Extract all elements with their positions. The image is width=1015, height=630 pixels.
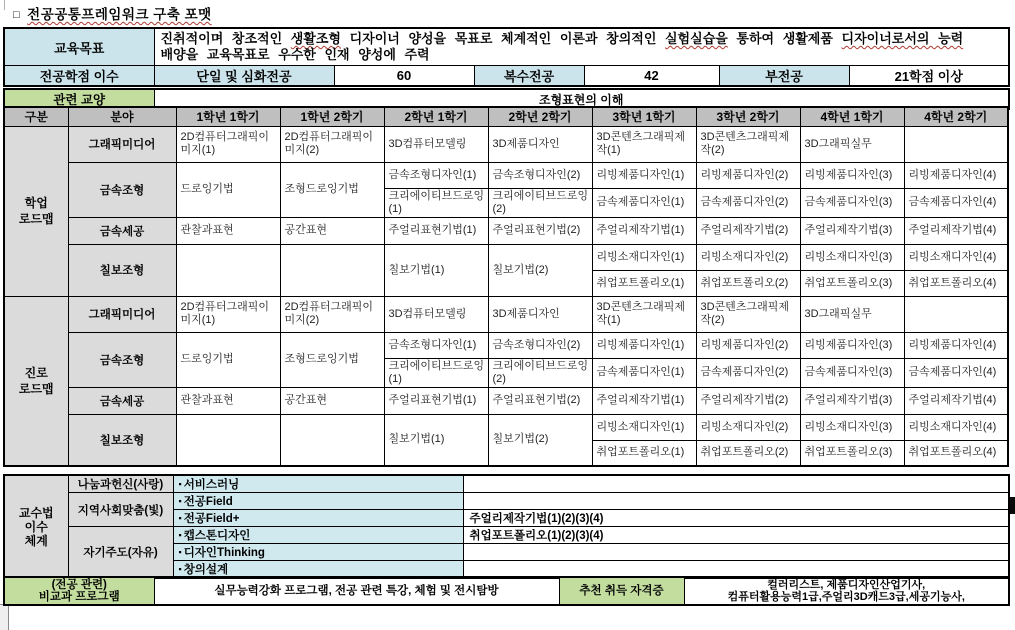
extracurricular-value: 실무능력강화 프로그램, 전공 관련 특강, 체험 및 전시탐방	[154, 577, 559, 605]
method-item	[173, 493, 463, 510]
course-cell	[280, 244, 384, 296]
course-cell: 리빙소재디자인(3)	[800, 414, 904, 440]
page-edge-tick	[4, 0, 5, 10]
course-cell: 리빙소재디자인(1)	[592, 414, 696, 440]
course-cell: 드로잉기법	[176, 162, 280, 217]
method-item-name: 전공Field	[183, 496, 233, 508]
course-cell: 관찰과표현	[176, 387, 280, 414]
course-cell: 크리에이티브드로잉(2)	[488, 188, 592, 217]
column-header: 4학년 1학기	[800, 107, 904, 126]
column-header: 구분	[4, 107, 68, 126]
course-cell: 금속조형디자인(1)	[384, 162, 488, 188]
course-cell: 주얼리제작기법(2)	[696, 387, 800, 414]
category-cell: 금속세공	[68, 387, 176, 414]
credit-type: 단일 및 심화전공	[154, 66, 334, 87]
goal-label: 교육목표	[4, 28, 154, 66]
square-bullet-icon: □	[13, 9, 21, 21]
course-cell: 리빙소재디자인(3)	[800, 244, 904, 270]
objective-segment: 진취적이며 창조적인	[160, 31, 291, 46]
column-header: 2학년 2학기	[488, 107, 592, 126]
column-header: 1학년 1학기	[176, 107, 280, 126]
credit-value: 21학점 이상	[849, 66, 1009, 87]
course-cell: 금속제품디자인(4)	[904, 188, 1008, 217]
course-cell: 금속제품디자인(2)	[696, 188, 800, 217]
course-cell: 취업포트폴리오(4)	[904, 440, 1008, 466]
course-cell: 취업포트폴리오(2)	[696, 270, 800, 296]
course-cell: 크리에이티브드로잉(1)	[384, 358, 488, 387]
course-cell: 3D그래픽실무	[800, 296, 904, 332]
credit-value: 60	[334, 66, 474, 87]
category-cell: 칠보조형	[68, 244, 176, 296]
bottom-programs-table	[3, 576, 1010, 606]
course-cell: 리빙소재디자인(4)	[904, 244, 1008, 270]
course-cell: 3D콘텐츠그래픽제작(1)	[592, 126, 696, 162]
page-title	[13, 3, 212, 23]
course-cell: 조형드로잉기법	[280, 162, 384, 217]
course-cell: 2D컴퓨터그래픽이미지(1)	[176, 296, 280, 332]
category-cell: 금속세공	[68, 217, 176, 244]
course-cell: 3D제품디자인	[488, 126, 592, 162]
course-cell: 리빙제품디자인(3)	[800, 162, 904, 188]
course-cell: 리빙제품디자인(4)	[904, 162, 1008, 188]
method-value: 주얼리제작기법(1)(2)(3)(4)	[463, 510, 1009, 527]
category-cell: 금속조형	[68, 162, 176, 217]
column-header: 1학년 2학기	[280, 107, 384, 126]
category-cell: 칠보조형	[68, 414, 176, 466]
method-item	[173, 510, 463, 527]
course-cell: 주얼리제작기법(3)	[800, 217, 904, 244]
course-cell: 주얼리제작기법(2)	[696, 217, 800, 244]
course-cell: 리빙소재디자인(4)	[904, 414, 1008, 440]
objective-segment: 통하여 생활제품	[727, 31, 842, 46]
course-cell: 리빙제품디자인(1)	[592, 162, 696, 188]
course-cell: 취업포트폴리오(3)	[800, 440, 904, 466]
course-cell: 칠보기법(1)	[384, 414, 488, 466]
method-item	[173, 527, 463, 544]
course-cell: 조형드로잉기법	[280, 332, 384, 387]
course-cell: 금속조형디자인(2)	[488, 162, 592, 188]
column-header: 4학년 2학기	[904, 107, 1008, 126]
course-cell: 3D컴퓨터모델링	[384, 126, 488, 162]
teaching-method-table	[3, 474, 1010, 579]
course-cell: 크리에이티브드로잉(2)	[488, 358, 592, 387]
course-cell	[176, 414, 280, 466]
square-bullet-icon: ▪	[178, 530, 182, 540]
credit-value: 42	[584, 66, 719, 87]
course-cell: 주얼리표현기법(1)	[384, 387, 488, 414]
method-item	[173, 475, 463, 493]
method-category: 지역사회맞춤(빛)	[68, 493, 173, 527]
course-cell: 드로잉기법	[176, 332, 280, 387]
related-liberal-value: 조형표현의 이해	[154, 89, 1009, 109]
course-cell: 주얼리제작기법(1)	[592, 387, 696, 414]
course-cell: 금속제품디자인(3)	[800, 358, 904, 387]
course-cell: 금속제품디자인(1)	[592, 358, 696, 387]
course-cell: 리빙제품디자인(1)	[592, 332, 696, 358]
credit-type: 부전공	[719, 66, 849, 87]
goal-table	[3, 27, 1010, 87]
objective-segment: 배양을 교육목표로 우수한 인재 양성에 주력	[160, 47, 430, 62]
course-cell: 3D콘텐츠그래픽제작(2)	[696, 296, 800, 332]
course-cell: 리빙소재디자인(1)	[592, 244, 696, 270]
course-cell: 취업포트폴리오(1)	[592, 440, 696, 466]
objective-segment: 생활조형	[290, 31, 341, 46]
course-cell: 관찰과표현	[176, 217, 280, 244]
course-cell: 금속제품디자인(2)	[696, 358, 800, 387]
course-cell: 취업포트폴리오(2)	[696, 440, 800, 466]
objective-segment: 디자이너 양성을 목표로 체계적인 이론과 창의적인	[340, 31, 665, 46]
course-cell: 칠보기법(2)	[488, 244, 592, 296]
course-cell: 3D제품디자인	[488, 296, 592, 332]
method-value: 취업포트폴리오(1)(2)(3)(4)	[463, 527, 1009, 544]
course-cell: 3D콘텐츠그래픽제작(1)	[592, 296, 696, 332]
course-cell: 칠보기법(2)	[488, 414, 592, 466]
objective-text	[154, 28, 1009, 66]
course-cell: 주얼리표현기법(2)	[488, 387, 592, 414]
roadmap-table	[3, 106, 1009, 467]
square-bullet-icon: ▪	[178, 564, 182, 574]
course-cell: 3D그래픽실무	[800, 126, 904, 162]
objective-segment: 실험실습을	[665, 31, 728, 46]
course-cell: 주얼리제작기법(3)	[800, 387, 904, 414]
course-cell: 주얼리표현기법(2)	[488, 217, 592, 244]
related-liberal-label: 관련 교양	[4, 89, 154, 109]
column-header: 2학년 1학기	[384, 107, 488, 126]
course-cell: 2D컴퓨터그래픽이미지(2)	[280, 126, 384, 162]
column-header: 3학년 1학기	[592, 107, 696, 126]
square-bullet-icon: ▪	[178, 513, 182, 523]
course-cell: 리빙제품디자인(3)	[800, 332, 904, 358]
method-value	[463, 493, 1009, 510]
category-cell: 금속조형	[68, 332, 176, 387]
course-cell: 리빙제품디자인(2)	[696, 332, 800, 358]
course-cell: 취업포트폴리오(4)	[904, 270, 1008, 296]
course-cell	[280, 414, 384, 466]
teaching-method-label: 교수법 이수 체계	[4, 475, 68, 578]
sheet-corner-fragment	[0, 604, 9, 630]
course-cell: 3D콘텐츠그래픽제작(2)	[696, 126, 800, 162]
course-cell	[904, 126, 1008, 162]
category-cell: 그래픽미디어	[68, 126, 176, 162]
course-cell	[176, 244, 280, 296]
course-cell: 주얼리제작기법(1)	[592, 217, 696, 244]
method-item-name: 캡스톤디자인	[183, 530, 251, 542]
course-cell: 3D컴퓨터모델링	[384, 296, 488, 332]
course-cell: 2D컴퓨터그래픽이미지(1)	[176, 126, 280, 162]
method-item-name: 서비스러닝	[183, 479, 240, 491]
course-cell: 금속제품디자인(1)	[592, 188, 696, 217]
course-cell: 주얼리제작기법(4)	[904, 217, 1008, 244]
course-cell: 칠보기법(1)	[384, 244, 488, 296]
course-cell: 리빙제품디자인(2)	[696, 162, 800, 188]
course-cell: 취업포트폴리오(3)	[800, 270, 904, 296]
course-cell: 주얼리제작기법(4)	[904, 387, 1008, 414]
method-item-name: 전공Field+	[183, 513, 240, 525]
roadmap-section-label: 학업 로드맵	[4, 126, 68, 296]
credits-label: 전공학점 이수	[4, 66, 154, 87]
course-cell: 취업포트폴리오(1)	[592, 270, 696, 296]
square-bullet-icon: ▪	[178, 479, 182, 489]
square-bullet-icon: ▪	[178, 496, 182, 506]
extracurricular-label: (전공 관련) 비교과 프로그램	[4, 577, 154, 605]
category-cell: 그래픽미디어	[68, 296, 176, 332]
method-value	[463, 475, 1009, 493]
course-cell	[904, 296, 1008, 332]
certificates-value: 컬러리스트, 제품디자인산업기사, 컴퓨터활용능력1급,주얼리3D캐드3급,세공기능사,	[684, 577, 1009, 605]
certificates-label: 추천 취득 자격증	[559, 577, 684, 605]
objective-segment: 디자이너로서의 능력	[841, 31, 964, 46]
square-bullet-icon: ▪	[178, 547, 182, 557]
course-cell: 리빙소재디자인(2)	[696, 244, 800, 270]
method-value	[463, 544, 1009, 561]
method-category: 나눔과헌신(사랑)	[68, 475, 173, 493]
method-item	[173, 544, 463, 561]
credit-type: 복수전공	[474, 66, 584, 87]
roadmap-section-label: 진로 로드맵	[4, 296, 68, 466]
course-cell: 주얼리표현기법(1)	[384, 217, 488, 244]
course-cell: 금속제품디자인(3)	[800, 188, 904, 217]
course-cell: 금속조형디자인(1)	[384, 332, 488, 358]
column-header: 분야	[68, 107, 176, 126]
method-item-name: 디자인Thinking	[183, 547, 265, 559]
method-category: 자기주도(자유)	[68, 527, 173, 579]
course-cell: 2D컴퓨터그래픽이미지(2)	[280, 296, 384, 332]
course-cell: 공간표현	[280, 387, 384, 414]
page-title-text: 전공공통프레임워크 구축 포맷	[27, 7, 212, 22]
column-header: 3학년 2학기	[696, 107, 800, 126]
course-cell: 리빙소재디자인(2)	[696, 414, 800, 440]
method-item-name: 창의설계	[183, 564, 229, 576]
course-cell: 크리에이티브드로잉(1)	[384, 188, 488, 217]
course-cell: 금속조형디자인(2)	[488, 332, 592, 358]
course-cell: 금속제품디자인(4)	[904, 358, 1008, 387]
course-cell: 공간표현	[280, 217, 384, 244]
course-cell: 리빙제품디자인(4)	[904, 332, 1008, 358]
